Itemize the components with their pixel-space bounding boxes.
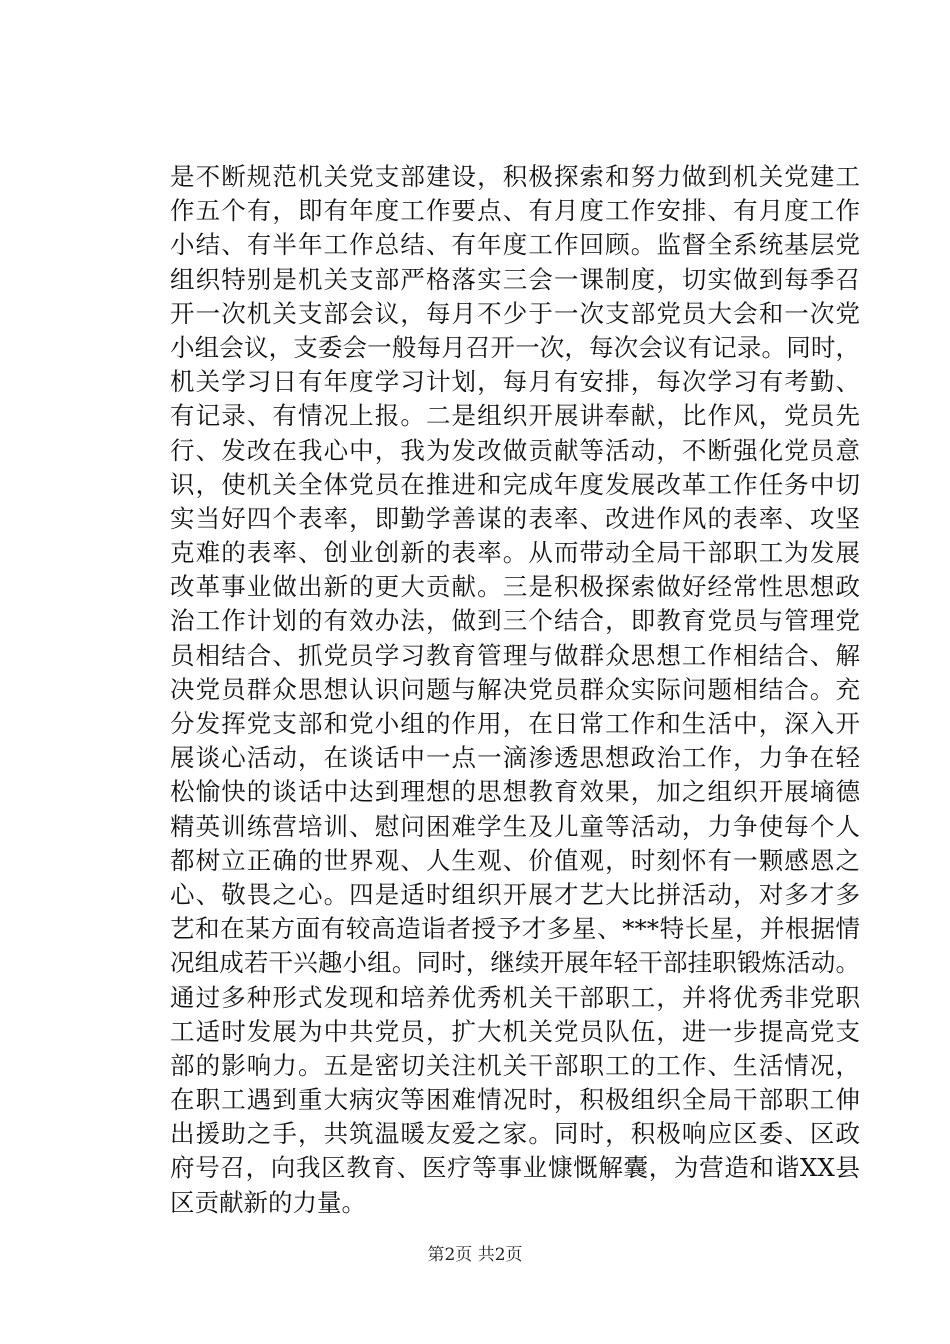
text-line: 行、发改在我心中，我为发改做贡献等活动，不断强化党员意 [170,435,860,465]
text-line: 出援助之手，共筑温暖友爱之家。同时，积极响应区委、区政 [170,1119,860,1149]
text-line: 工适时发展为中共党员，扩大机关党员队伍，进一步提高党支 [170,1016,860,1046]
text-line: 作五个有，即有年度工作要点、有月度工作安排、有月度工作 [170,196,860,226]
text-line: 心、敬畏之心。四是适时组织开展才艺大比拼活动，对多才多 [170,879,860,909]
text-line: 况组成若干兴趣小组。同时，继续开展年轻干部挂职锻炼活动。 [170,948,860,978]
text-line: 府号召，向我区教育、医疗等事业慷慨解囊，为营造和谐XX县 [170,1153,860,1183]
body-paragraph [170,160,860,1220]
text-line: 区贡献新的力量。 [170,1187,366,1217]
text-line: 实当好四个表率，即勤学善谋的表率、改进作风的表率、攻坚 [170,503,860,533]
text-line: 组织特别是机关支部严格落实三会一课制度，切实做到每季召 [170,264,860,294]
text-line: 分发挥党支部和党小组的作用，在日常工作和生活中，深入开 [170,709,860,738]
text-line: 都树立正确的世界观、人生观、价值观，时刻怀有一颗感恩之 [170,845,860,875]
text-line: 是不断规范机关党支部建设，积极探索和努力做到机关党建工 [170,162,860,191]
text-line: 机关学习日有年度学习计划，每月有安排，每次学习有考勤、 [170,367,860,397]
text-line: 有记录、有情况上报。二是组织开展讲奉献，比作风，党员先 [170,401,860,431]
text-line: 通过多种形式发现和培养优秀机关干部职工，并将优秀非党职 [170,982,860,1012]
text-line: 治工作计划的有效办法，做到三个结合，即教育党员与管理党 [170,606,860,636]
text-line: 克难的表率、创业创新的表率。从而带动全局干部职工为发展 [170,538,860,568]
text-line: 开一次机关支部会议，每月不少于一次支部党员大会和一次党 [170,298,860,328]
text-line: 部的影响力。五是密切关注机关干部职工的工作、生活情况， [170,1050,860,1080]
text-line: 识，使机关全体党员在推进和完成年度发展改革工作任务中切 [170,469,860,499]
text-line: 员相结合、抓党员学习教育管理与做群众思想工作相结合、解 [170,640,860,670]
text-line: 精英训练营培训、慰问困难学生及儿童等活动，力争使每个人 [170,811,860,841]
text-line: 决党员群众思想认识问题与解决党员群众实际问题相结合。充 [170,674,860,704]
text-line: 在职工遇到重大病灾等困难情况时，积极组织全局干部职工伸 [170,1085,860,1115]
text-line: 小组会议，支委会一般每月召开一次，每次会议有记录。同时， [170,332,860,362]
text-line: 改革事业做出新的更大贡献。三是积极探索做好经常性思想政 [170,572,860,602]
text-line: 展谈心活动，在谈话中一点一滴渗透思想政治工作，力争在轻 [170,743,860,773]
page-number-footer: 第2页 共2页 [427,1245,523,1265]
text-line: 艺和在某方面有较高造诣者授予才多星、***特长星，并根据情 [170,914,860,944]
text-line: 松愉快的谈话中达到理想的思想教育效果，加之组织开展墒德 [170,777,860,807]
text-line: 小结、有半年工作总结、有年度工作回顾。监督全系统基层党 [170,230,860,260]
